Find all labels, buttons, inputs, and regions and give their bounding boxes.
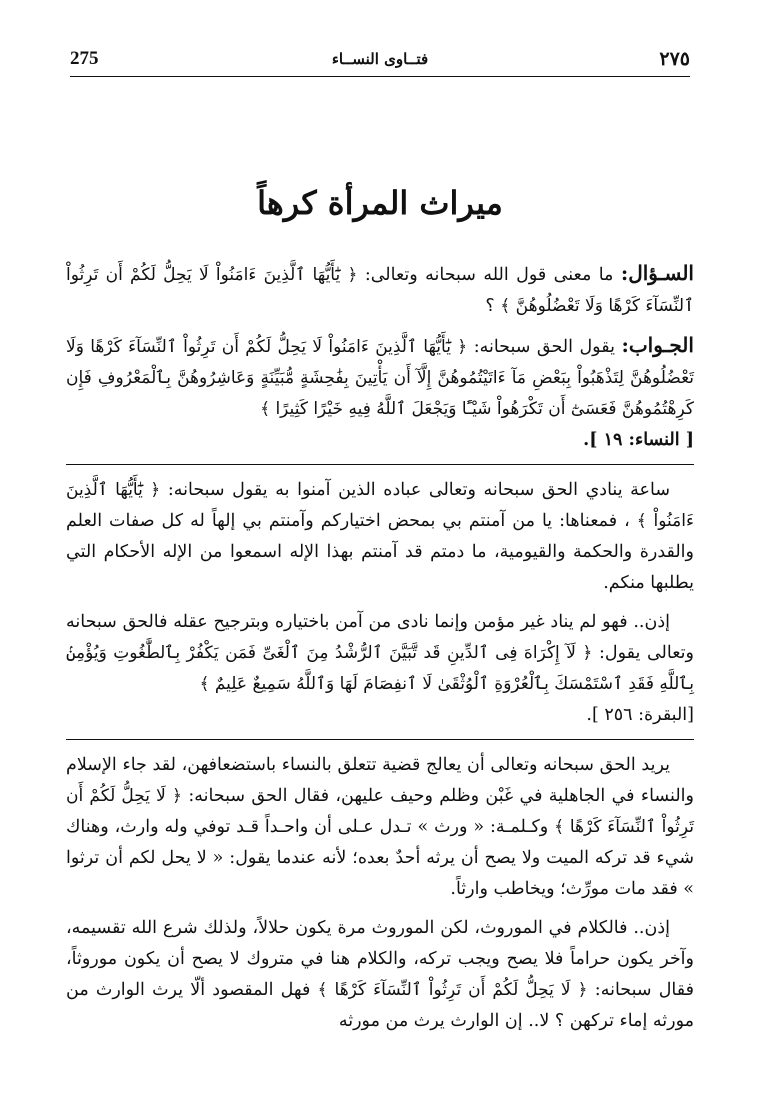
answer-text: يقول الحق سبحانه: xyxy=(473,337,615,357)
article-title: ميراث المرأة كرهاً xyxy=(257,184,503,222)
paragraph-text: يريد الحق سبحانه وتعالى أن يعالج قضية تتعلق بالنساء باستضعافهن، لقد جاء الإسلام والنساء في الجاهلية في غَبْن وظلم وحيف عليهن، فقال الحق سبحانه: xyxy=(66,755,694,806)
question-label: السـؤال: xyxy=(620,261,694,285)
question-text: ما معنى قول الله سبحانه وتعالى: xyxy=(364,265,614,285)
question-end: ؟ xyxy=(485,296,495,316)
paragraph xyxy=(66,913,694,1037)
page-header xyxy=(70,44,690,77)
paragraph-text: وكـلمـة: « ورث » تـدل عـلى أن واحـداً قـد توفي وله وارث، وهناك شيء قد تركه الميت ولا يصح أن يرثه أحدٌ بعده؛ لأنه عندما يقول: « لا يحل لكم أن ترثوا » فقد مات مورِّث؛ ويخاطب وارثاً. xyxy=(66,817,694,899)
running-title: فتــاوى النســاء xyxy=(331,50,429,68)
paragraph xyxy=(66,750,694,905)
question-paragraph xyxy=(66,258,694,322)
paragraph-text: إذن.. فالكلام في الموروث، لكن الموروث مرة يكون حلالاً، ولذلك شرع الله تقسيمه، وآخر يكون حراماً فلا يصح ويجب تركه، والكلام هنا في متروك لا يصح أن يكون موروثاً، فقال سبحانه: xyxy=(66,918,694,1000)
divider xyxy=(66,739,694,740)
paragraph-text: ، فمعناها: يا من آمنتم بي بمحض اختياركم وآمنتم بي إلهاً له كل صفات العلم والقدرة والحكمة والقيومية، ما دمتم قد آمنتم بهذا الإله اسمعوا من الإله الأحكام التي يطلبها منكم. xyxy=(66,511,694,593)
paragraph-text: ساعة ينادي الحق سبحانه وتعالى عباده الذين آمنوا به يقول سبحانه: xyxy=(167,480,670,500)
quran-verse: ﴿ يَٰٓأَيُّهَا ٱلَّذِينَ ءَامَنُواْ لَا يَحِلُّ لَكُمْ أَن تَرِثُواْ ٱلنِّسَآءَ كَرْهًا وَلَا تَعْضُلُوهُنَّ لِتَذْهَبُواْ بِبَعْضِ مَآ ءَاتَيْتُمُوهُنَّ إِلَّآ أَن يَأْتِينَ بِفَٰحِشَةٍ مُّبَيِّنَةٍ وَعَاشِرُوهُنَّ بِٱلْمَعْرُوفِ فَإِن كَرِهْتُمُوهُنَّ فَعَسَىٰٓ أَن تَكْرَهُواْ شَيْـًٔا وَيَجْعَلَ ٱللَّهُ فِيهِ خَيْرًا كَثِيرًا ﴾ xyxy=(66,337,694,419)
verse-reference: [البقرة: ٢٥٦ ]. xyxy=(586,705,694,725)
answer-label: الجـواب: xyxy=(621,333,694,357)
quran-verse: ﴿ لَآ إِكْرَاهَ فِى ٱلدِّينِ قَد تَّبَيَّنَ ٱلرُّشْدُ مِنَ ٱلْغَىِّ فَمَن يَكْفُرْ بِٱلطَّٰغُوتِ وَيُؤْمِنۢ بِٱللَّهِ فَقَدِ ٱسْتَمْسَكَ بِٱلْعُرْوَةِ ٱلْوُثْقَىٰ لَا ٱنفِصَامَ لَهَا وَٱللَّهُ سَمِيعٌ عَلِيمٌ ﴾ xyxy=(66,643,694,694)
quran-verse: ﴿ يَٰٓأَيُّهَا ٱلَّذِينَ ءَامَنُواْ لَا يَحِلُّ لَكُمْ أَن تَرِثُواْ ٱلنِّسَآءَ كَرْهًا وَلَا تَعْضُلُوهُنَّ ﴾ xyxy=(66,265,694,316)
paragraph-text: إذن.. فهو لم يناد غير مؤمن وإنما نادى من آمن باختياره وبترجيح عقله فالحق سبحانه وتعالى يقول: xyxy=(66,612,694,663)
quran-verse: ﴿ لَا يَحِلُّ لَكُمْ أَن تَرِثُواْ ٱلنِّسَآءَ كَرْهًا ﴾ xyxy=(66,786,694,837)
divider xyxy=(66,464,694,465)
article-body xyxy=(66,258,694,1045)
page-number-latin: 275 xyxy=(70,48,99,69)
page-number-arabic: ٢٧٥ xyxy=(659,49,690,70)
paragraph-text: فهل المقصود ألّا يرث الوارث من مورثه إماء تركهن ؟ لا.. إن الوارث يرث من مورثه xyxy=(66,980,694,1031)
quran-verse: ﴿ يَٰٓأَيُّهَا ٱلَّذِينَ ءَامَنُواْ ﴾ xyxy=(66,480,694,531)
paragraph xyxy=(66,607,694,731)
paragraph xyxy=(66,475,694,599)
quran-verse: ﴿ لَا يَحِلُّ لَكُمْ أَن تَرِثُواْ ٱلنِّسَآءَ كَرْهًا ﴾ xyxy=(317,980,588,1000)
answer-paragraph xyxy=(66,330,694,456)
verse-reference: [ النساء: ١٩ ]. xyxy=(583,430,694,450)
